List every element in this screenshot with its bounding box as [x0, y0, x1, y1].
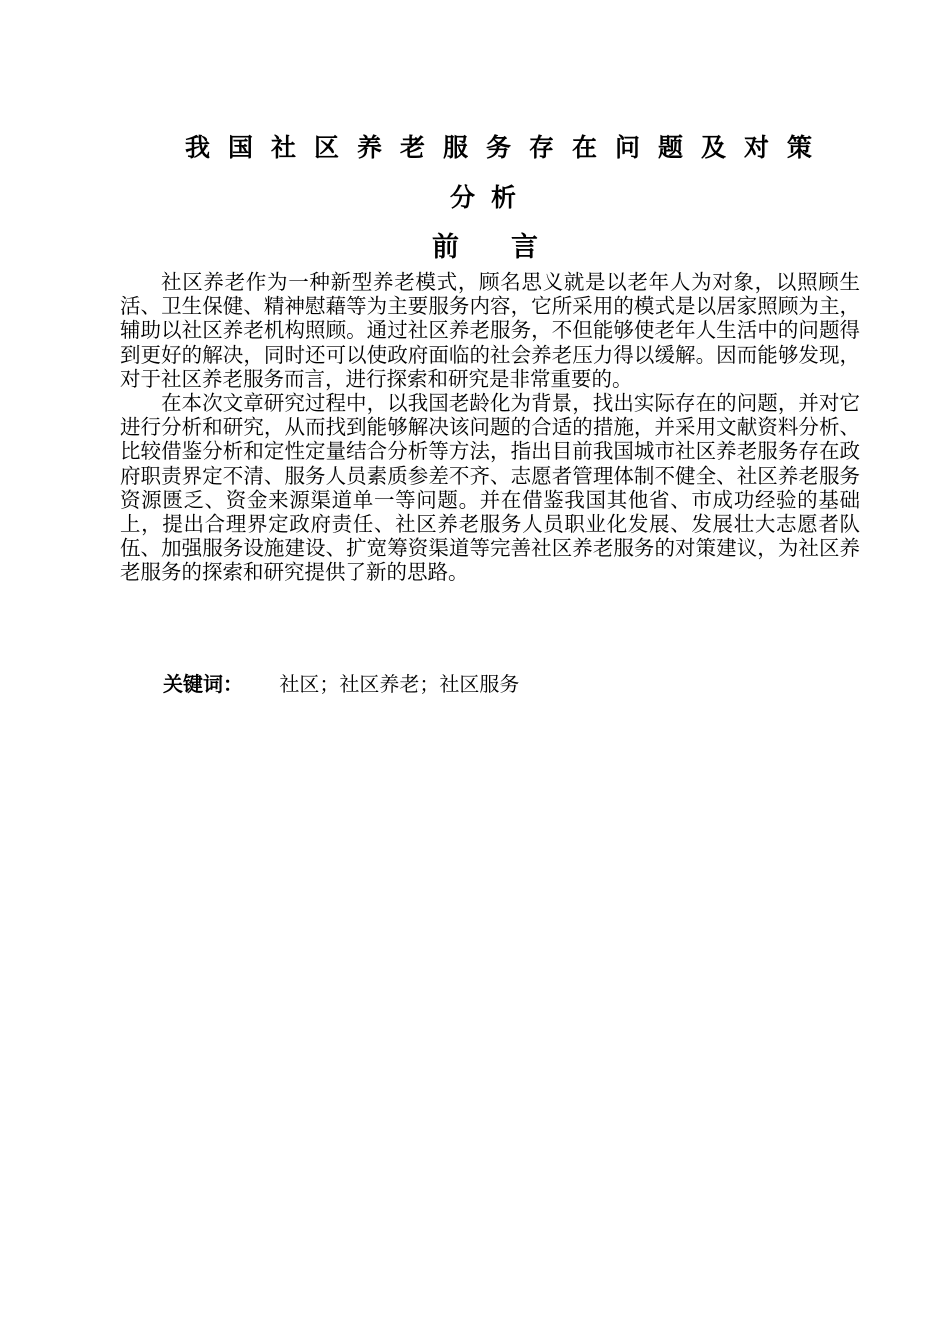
preface-paragraph-1: 社区养老作为一种新型养老模式，顾名思义就是以老年人为对象，以照顾生活、卫生保健、精神慰藉等为主要服务内容，它所采用的模式是以居家照顾为主，辅助以社区养老机构照顾。通过社区养老服务，不但能够使老年人生活中的问题得到更好的解决，同时还可以使政府面临的社会养老压力得以缓解。因而能够发现，对于社区养老服务而言，进行探索和研究是非常重要的。 [120, 270, 860, 391]
keywords-label: 关键词： [163, 672, 243, 696]
preface-body [120, 270, 860, 585]
keywords-value: 社区；社区养老；社区服务 [279, 672, 520, 696]
document-title-line-1: 我国社区养老服务存在问题及对策 [185, 133, 831, 162]
preface-heading: 前言 [432, 232, 590, 263]
document-title-line-2: 分析 [449, 183, 532, 212]
keywords-line [163, 671, 519, 697]
preface-paragraph-2: 在本次文章研究过程中，以我国老龄化为背景，找出实际存在的问题，并对它进行分析和研究，从而找到能够解决该问题的合适的措施，并采用文献资料分析、比较借鉴分析和定性定量结合分析等方法，指出目前我国城市社区养老服务存在政府职责界定不清、服务人员素质参差不齐、志愿者管理体制不健全、社区养老服务资源匮乏、资金来源渠道单一等问题。并在借鉴我国其他省、市成功经验的基础上，提出合理界定政府责任、社区养老服务人员职业化发展、发展壮大志愿者队伍、加强服务设施建设、扩宽筹资渠道等完善社区养老服务的对策建议，为社区养老服务的探索和研究提供了新的思路。 [120, 391, 860, 585]
